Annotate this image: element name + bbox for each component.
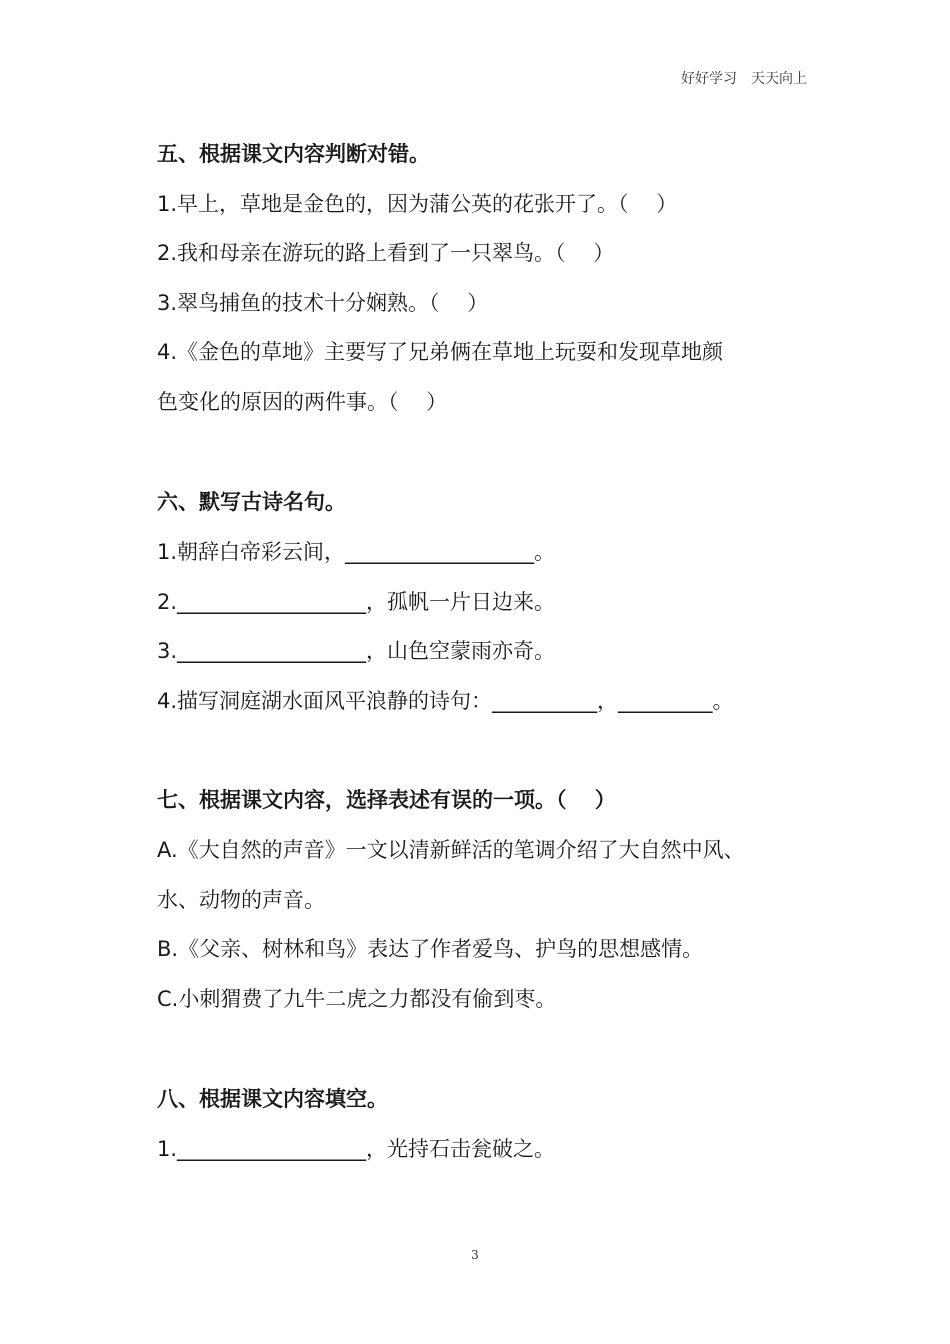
section-title-8: 八、根据课文内容填空。 [157, 1087, 388, 1111]
option-line: A.《大自然的声音》一文以清新鲜活的笔调介绍了大自然中风、 [157, 838, 745, 862]
page-header: 好好学习 天天向上 [681, 71, 807, 87]
page-number: 3 [471, 1248, 479, 1262]
question-line: 4.描写洞庭湖水面风平浪静的诗句：__________，_________。 [157, 689, 734, 713]
question-line: 2.__________________，孤帆一片日边来。 [157, 590, 556, 614]
section-title-7: 七、根据课文内容，选择表述有误的一项。（ ） [157, 788, 616, 812]
option-line: B.《父亲、树林和鸟》表达了作者爱鸟、护鸟的思想感情。 [157, 937, 704, 961]
question-line: 3.__________________，山色空蒙雨亦奇。 [157, 639, 556, 663]
option-line: 水、动物的声音。 [157, 888, 325, 912]
question-line: 3.翠鸟捕鱼的技术十分娴熟。（ ） [157, 291, 489, 315]
question-line: 色变化的原因的两件事。（ ） [157, 390, 448, 414]
question-line: 1.朝辞白帝彩云间，__________________。 [157, 540, 556, 564]
question-line: 1.__________________，光持石击瓮破之。 [157, 1137, 556, 1161]
question-line: 4.《金色的草地》主要写了兄弟俩在草地上玩耍和发现草地颜 [157, 340, 724, 364]
section-title-5: 五、根据课文内容判断对错。 [157, 142, 430, 166]
section-title-6: 六、默写古诗名句。 [157, 490, 346, 514]
question-line: 2.我和母亲在游玩的路上看到了一只翠鸟。（ ） [157, 241, 615, 265]
option-line: C.小刺猬费了九牛二虎之力都没有偷到枣。 [157, 987, 557, 1011]
question-line: 1.早上，草地是金色的，因为蒲公英的花张开了。（ ） [157, 192, 678, 216]
